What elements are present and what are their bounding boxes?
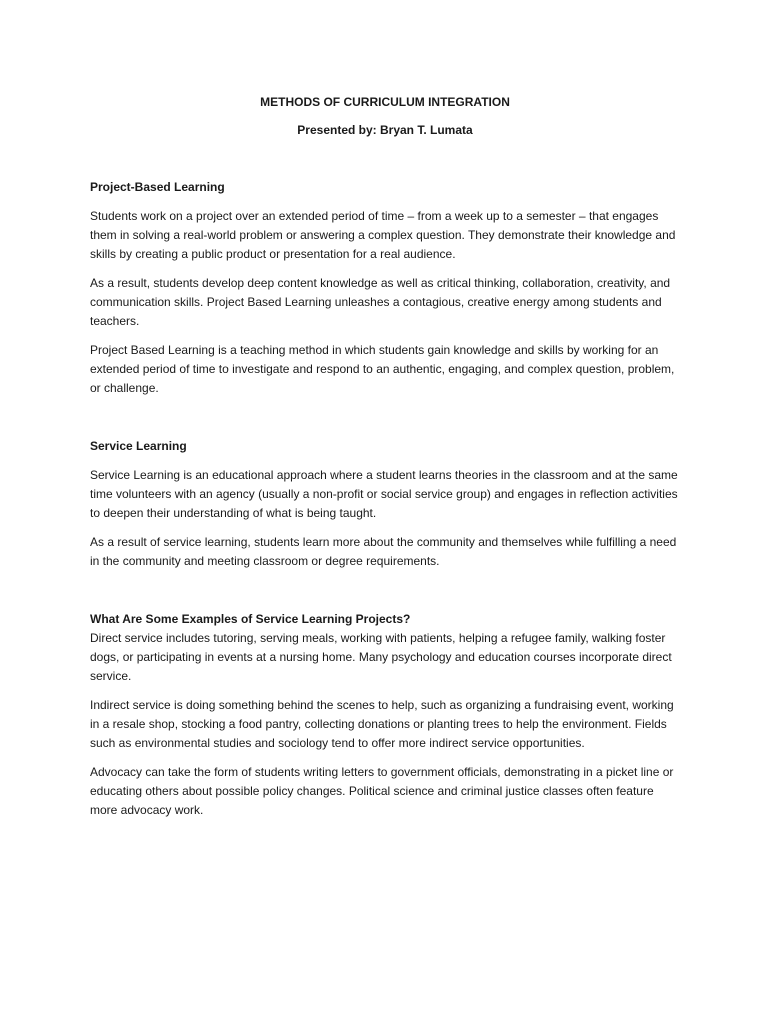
paragraph: Advocacy can take the form of students writing letters to government officials, demonstrating in a picket line or educating others about possible policy changes. Political science and criminal justice classes often feature more advocacy work. xyxy=(90,765,674,817)
paragraph: Service Learning is an educational approach where a student learns theories in the classroom and at the same time volunteers with an agency (usually a non-profit or social service group) and engages in reflection activities to deepen their understanding of what is being taught. xyxy=(90,468,678,520)
paragraph: Students work on a project over an extended period of time – from a week up to a semester – that engages them in solving a real-world problem or answering a complex question. They demonstrate their knowledge and skills by creating a public product or presentation for a real audience. xyxy=(90,209,676,261)
document-presenter: Presented by: Bryan T. Lumata xyxy=(297,123,473,137)
section-heading-service-learning-examples: What Are Some Examples of Service Learning Projects? xyxy=(90,612,411,626)
paragraph: As a result, students develop deep content knowledge as well as critical thinking, collaboration, creativity, and communication skills. Project Based Learning unleashes a contagious, creative energy among students and teachers. xyxy=(90,276,671,328)
document-content xyxy=(90,93,680,820)
paragraph: Direct service includes tutoring, serving meals, working with patients, helping a refugee family, walking foster dogs, or participating in events at a nursing home. Many psychology and education courses incorporate direct service. xyxy=(90,631,672,683)
paragraph: Project Based Learning is a teaching method in which students gain knowledge and skills by working for an extended period of time to investigate and respond to an authentic, engaging, and complex question, problem, or challenge. xyxy=(90,343,675,395)
document-title: METHODS OF CURRICULUM INTEGRATION xyxy=(260,95,510,109)
paragraph: As a result of service learning, students learn more about the community and themselves while fulfilling a need in the community and meeting classroom or degree requirements. xyxy=(90,535,677,568)
section-heading-project-based-learning: Project-Based Learning xyxy=(90,180,225,194)
paragraph: Indirect service is doing something behind the scenes to help, such as organizing a fundraising event, working in a resale shop, stocking a food pantry, collecting donations or planting trees to help the environment. Fields such as environmental studies and sociology tend to offer more indirect service opportunities. xyxy=(90,698,674,750)
section-heading-service-learning: Service Learning xyxy=(90,439,187,453)
